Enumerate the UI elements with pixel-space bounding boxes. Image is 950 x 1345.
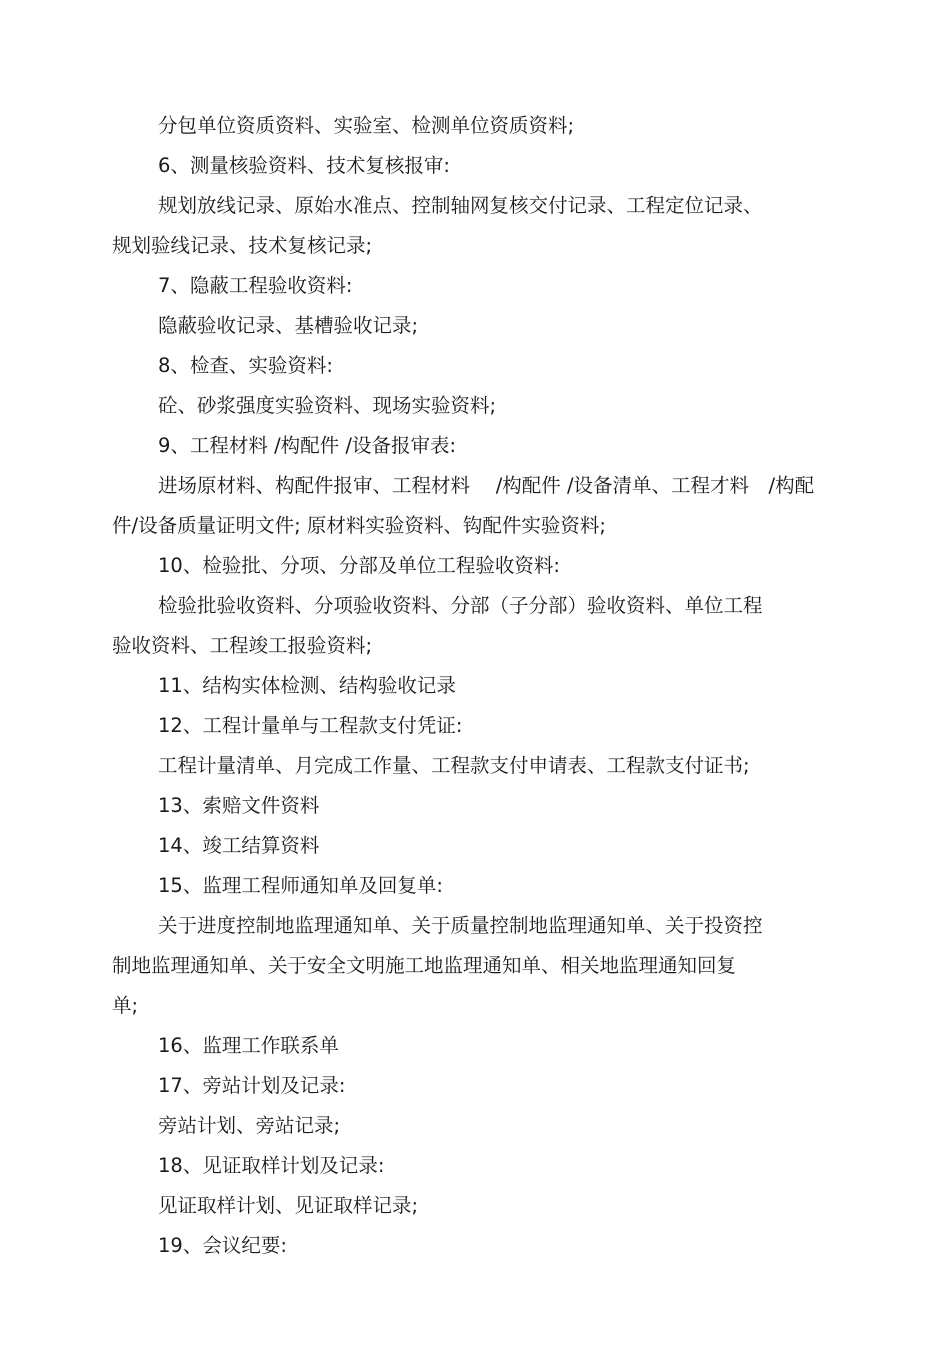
section-heading: 7、隐蔽工程验收资料: bbox=[158, 274, 353, 297]
section-heading: 8、检查、实验资料: bbox=[158, 354, 333, 377]
section-heading: 16、监理工作联系单 bbox=[158, 1034, 339, 1057]
section-heading: 17、旁站计划及记录: bbox=[158, 1074, 346, 1097]
section-heading: 11、结构实体检测、结构验收记录 bbox=[158, 674, 456, 697]
text-line: 规划放线记录、原始水准点、控制轴网复核交付记录、工程定位记录、 bbox=[158, 194, 763, 217]
text-line: 旁站计划、旁站记录; bbox=[158, 1114, 341, 1137]
section-heading: 12、工程计量单与工程款支付凭证: bbox=[158, 714, 463, 737]
section-heading: 6、测量核验资料、技术复核报审: bbox=[158, 154, 450, 177]
text-line: 砼、砂浆强度实验资料、现场实验资料; bbox=[158, 394, 497, 417]
text-line: 制地监理通知单、关于安全文明施工地监理通知单、相关地监理通知回复 bbox=[112, 954, 737, 977]
section-heading: 9、工程材料 /构配件 /设备报审表: bbox=[158, 434, 457, 457]
section-heading: 19、会议纪要: bbox=[158, 1234, 287, 1257]
section-heading: 15、监理工程师通知单及回复单: bbox=[158, 874, 443, 897]
text-line: 分包单位资质资料、实验室、检测单位资质资料; bbox=[158, 114, 575, 137]
text-line: 隐蔽验收记录、基槽验收记录; bbox=[158, 314, 419, 337]
text-line: 进场原材料、构配件报审、工程材料 /构配件 /设备清单、工程才料 /构配 bbox=[158, 474, 815, 497]
text-line: 工程计量清单、月完成工作量、工程款支付申请表、工程款支付证书; bbox=[158, 754, 750, 777]
text-line: 单; bbox=[112, 994, 139, 1017]
section-heading: 10、检验批、分项、分部及单位工程验收资料: bbox=[158, 554, 560, 577]
text-line: 关于进度控制地监理通知单、关于质量控制地监理通知单、关于投资控 bbox=[158, 914, 763, 937]
text-line: 件/设备质量证明文件; 原材料实验资料、钩配件实验资料; bbox=[112, 514, 606, 537]
section-heading: 14、竣工结算资料 bbox=[158, 834, 320, 857]
section-heading: 18、见证取样计划及记录: bbox=[158, 1154, 385, 1177]
text-line: 见证取样计划、见证取样记录; bbox=[158, 1194, 419, 1217]
text-line: 规划验线记录、技术复核记录; bbox=[112, 234, 373, 257]
text-line: 验收资料、工程竣工报验资料; bbox=[112, 634, 373, 657]
text-line: 检验批验收资料、分项验收资料、分部（子分部）验收资料、单位工程 bbox=[158, 594, 763, 617]
section-heading: 13、索赔文件资料 bbox=[158, 794, 320, 817]
